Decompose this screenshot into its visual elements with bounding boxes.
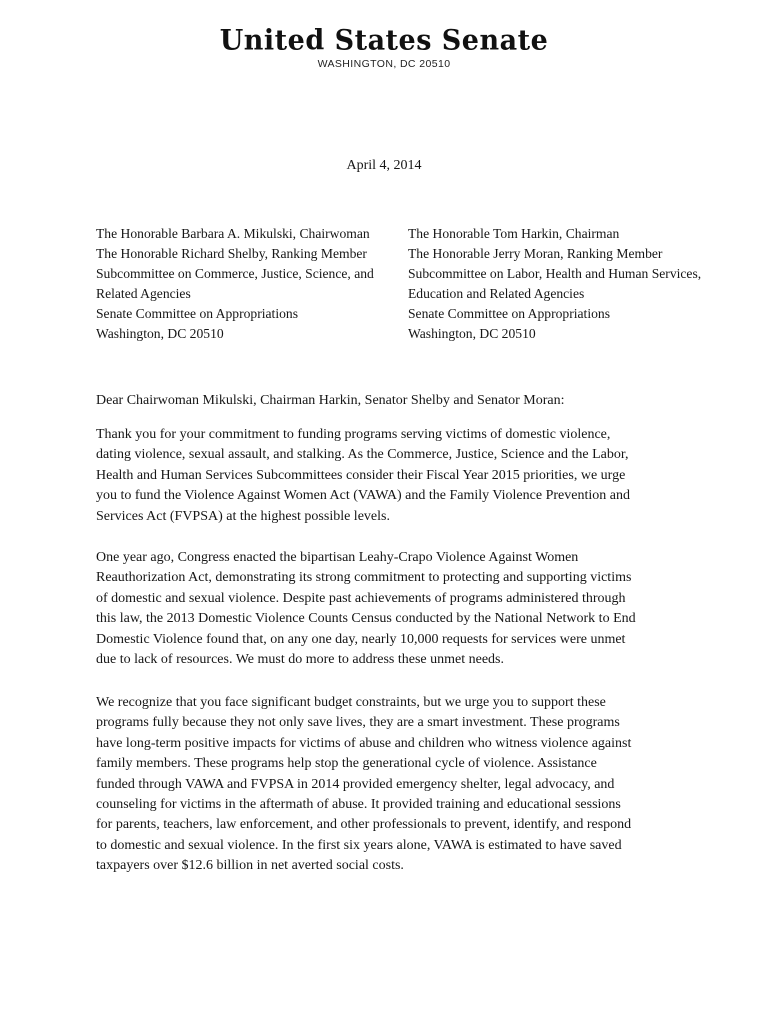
salutation: Dear Chairwoman Mikulski, Chairman Harkin, Senator Shelby and Senator Moran:	[96, 393, 565, 408]
paragraph-line: Reauthorization Act, demonstrating its strong commitment to protecting and supporting victims	[96, 570, 632, 586]
paragraph-line: counseling for victims in the aftermath of abuse. It provided training and educational sessions	[96, 797, 621, 813]
paragraph-line: have long-term positive impacts for victims of abuse and children who witness violence against	[96, 735, 632, 751]
paragraph-line: to domestic and sexual violence. In the first six years alone, VAWA is estimated to have saved	[96, 837, 622, 853]
addressee-line: Related Agencies	[96, 286, 191, 301]
addressee-line: The Honorable Barbara A. Mikulski, Chairwoman	[96, 226, 370, 241]
addressee-line: Education and Related Agencies	[408, 286, 585, 301]
paragraph-line: family members. These programs help stop the generational cycle of violence. Assistance	[96, 756, 597, 772]
paragraph-line: programs fully because they not only save lives, they are a smart investment. These programs	[96, 715, 620, 731]
addressee-line: Senate Committee on Appropriations	[96, 306, 298, 321]
addressee-line: Washington, DC 20510	[96, 326, 224, 341]
paragraph-reauthorization	[96, 548, 686, 670]
addressee-line: Subcommittee on Labor, Health and Human Services,	[408, 266, 702, 281]
paragraph-line: dating violence, sexual assault, and stalking. As the Commerce, Justice, Science and the Labor,	[96, 447, 629, 463]
letterhead	[0, 26, 768, 70]
addressee-line: The Honorable Richard Shelby, Ranking Member	[96, 246, 367, 261]
paragraph-line: this law, the 2013 Domestic Violence Counts Census conducted by the National Network to End	[96, 611, 636, 627]
paragraph-line: for parents, teachers, law enforcement, and other professionals to prevent, identify, and respond	[96, 817, 632, 833]
addressee-line: Subcommittee on Commerce, Justice, Science, and	[96, 266, 374, 281]
addressee-line: Washington, DC 20510	[408, 326, 536, 341]
addressee-block-left	[96, 224, 374, 344]
letter-date: April 4, 2014	[346, 158, 422, 173]
paragraph-line: Health and Human Services Subcommittees consider their Fiscal Year 2015 priorities, we urge	[96, 467, 626, 483]
addressee-line: The Honorable Tom Harkin, Chairman	[408, 226, 620, 241]
paragraph-line: funded through VAWA and FVPSA in 2014 provided emergency shelter, legal advocacy, and	[96, 776, 615, 792]
paragraph-budget-constraints	[96, 693, 686, 877]
paragraph-line: Thank you for your commitment to funding programs serving victims of domestic violence,	[96, 427, 611, 442]
paragraph-line: due to lack of resources. We must do more to address these unmet needs.	[96, 652, 505, 668]
paragraph-funding-request	[96, 425, 686, 527]
addressee-line: Senate Committee on Appropriations	[408, 306, 610, 321]
paragraph-line: One year ago, Congress enacted the bipartisan Leahy-Crapo Violence Against Women	[96, 550, 579, 565]
letterhead-address: WASHINGTON, DC 20510	[317, 58, 451, 70]
paragraph-line: taxpayers over $12.6 billion in net averted social costs.	[96, 858, 404, 874]
paragraph-line: We recognize that you face significant budget constraints, but we urge you to support these	[96, 695, 606, 710]
paragraph-line: Domestic Violence found that, on any one day, nearly 10,000 requests for services were unmet	[96, 631, 626, 647]
addressee-line: The Honorable Jerry Moran, Ranking Member	[408, 246, 663, 261]
addressee-block-right	[408, 224, 701, 344]
paragraph-line: you to fund the Violence Against Women Act (VAWA) and the Family Violence Prevention and	[96, 488, 630, 504]
paragraph-line: Services Act (FVPSA) at the highest possible levels.	[96, 508, 390, 524]
paragraph-line: of domestic and sexual violence. Despite past achievements of programs administered through	[96, 590, 626, 606]
letterhead-title: United States Senate	[219, 24, 549, 57]
